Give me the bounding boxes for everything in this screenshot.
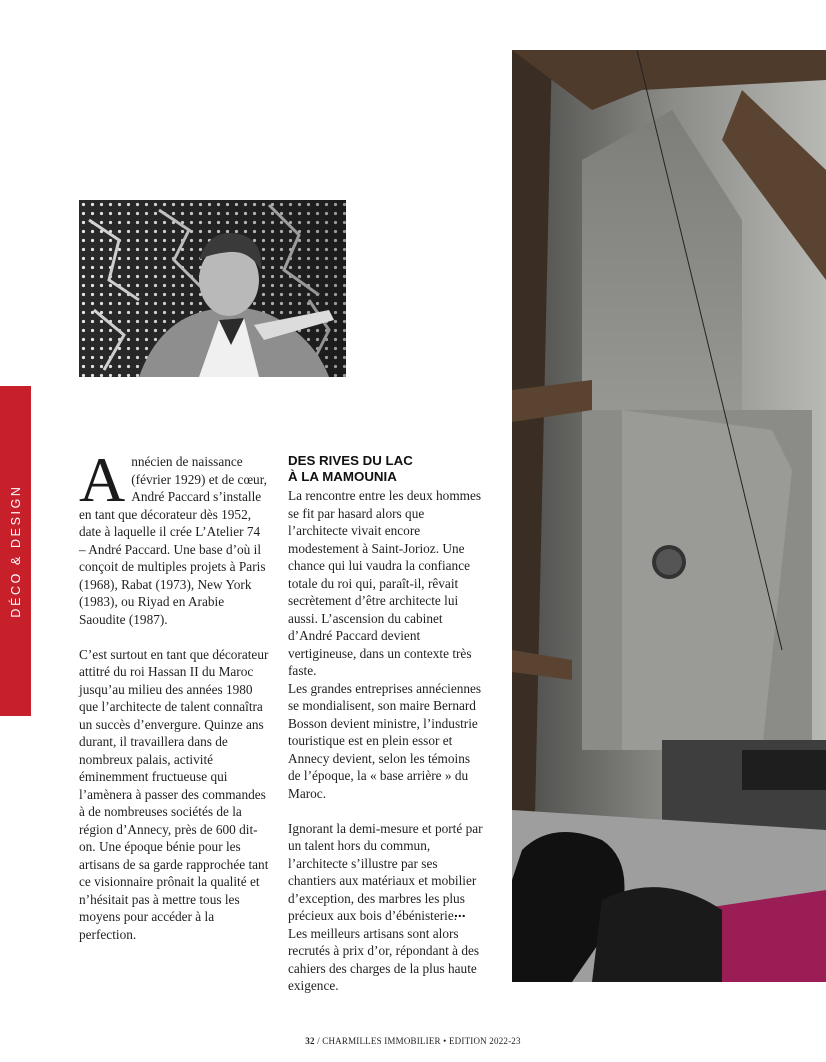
page-footer [0, 1036, 826, 1046]
body-paragraph: La rencontre entre les deux hommes se fit par hasard alors que l’architecte vivait encore modestement à Saint-Jorioz. Une chance qui lui vaudra la confiance totale du roi qui, paraît-il, rêvait secrètement d’être architecte lui aussi. L’ascension du cabinet d’André Paccard devient vertigineuse, dans un contexte très faste. [288, 488, 482, 678]
page-number: 32 [305, 1036, 315, 1046]
section-tab [0, 386, 31, 716]
section-tab-label: DÉCO & DESIGN [8, 484, 23, 618]
text-column-left [79, 444, 269, 943]
body-paragraph: C’est surtout en tant que décorateur attitré du roi Hassan II du Maroc jusqu’au milieu des années 1980 que l’architecte de talent connaîtra un succès d’envergure. Quinze ans durant, il travaillera dans de nombreux palais, activité éminemment fructueuse qui l’amènera à passer des commandes à de nombreuses sociétés de la région d’Annecy, près de 600 dit-on. Une époque bénie pour les artisans de sa garde rapprochée tant ce visionnaire prônait la qualité et n’hésitait pas à mettre tous les moyens pour accéder à la perfection. [79, 646, 269, 942]
drop-cap: A [79, 444, 126, 515]
continuation-mark: ... [454, 904, 466, 920]
body-paragraph: Les grandes entreprises annéciennes se mondialisent, son maire Bernard Bosson devient ministre, l’industrie touristique est en plein essor et Annecy devient, selon les témoins de l’époque, la « base arrière » du Maroc. [288, 680, 482, 801]
body-paragraph: Ignorant la demi-mesure et porté par un talent hors du commun, l’architecte s’illustre par ses chantiers aux matériaux et mobilier d’exception, des marbres les plus précieux aux bois d’ébénisterie. [288, 820, 483, 923]
section-heading-line: À LA MAMOUNIA [288, 469, 397, 484]
section-heading-line: DES RIVES DU LAC [288, 453, 413, 468]
intro-text: nnécien de naissance (février 1929) et de cœur, André Paccard s’installe en tant que décorateur dès 1952, date à laquelle il crée L’Atelier 74 – André Paccard. Une base d’où il conçoit de multiples projets à Paris (1968), Rabat (1973), New York (1983), ou Riyad en Arabie Saoudite (1987). [79, 454, 267, 627]
body-paragraph: Les meilleurs artisans sont alors recrutés à prix d’or, répondant à des cahiers des charges de la plus haute exigence. [288, 925, 480, 993]
portrait-photo [79, 200, 346, 377]
interior-photo [512, 50, 826, 982]
footer-text: / CHARMILLES IMMOBILIER • EDITION 2022-23 [314, 1036, 521, 1046]
section-heading [288, 453, 484, 485]
intro-paragraph [79, 444, 269, 628]
